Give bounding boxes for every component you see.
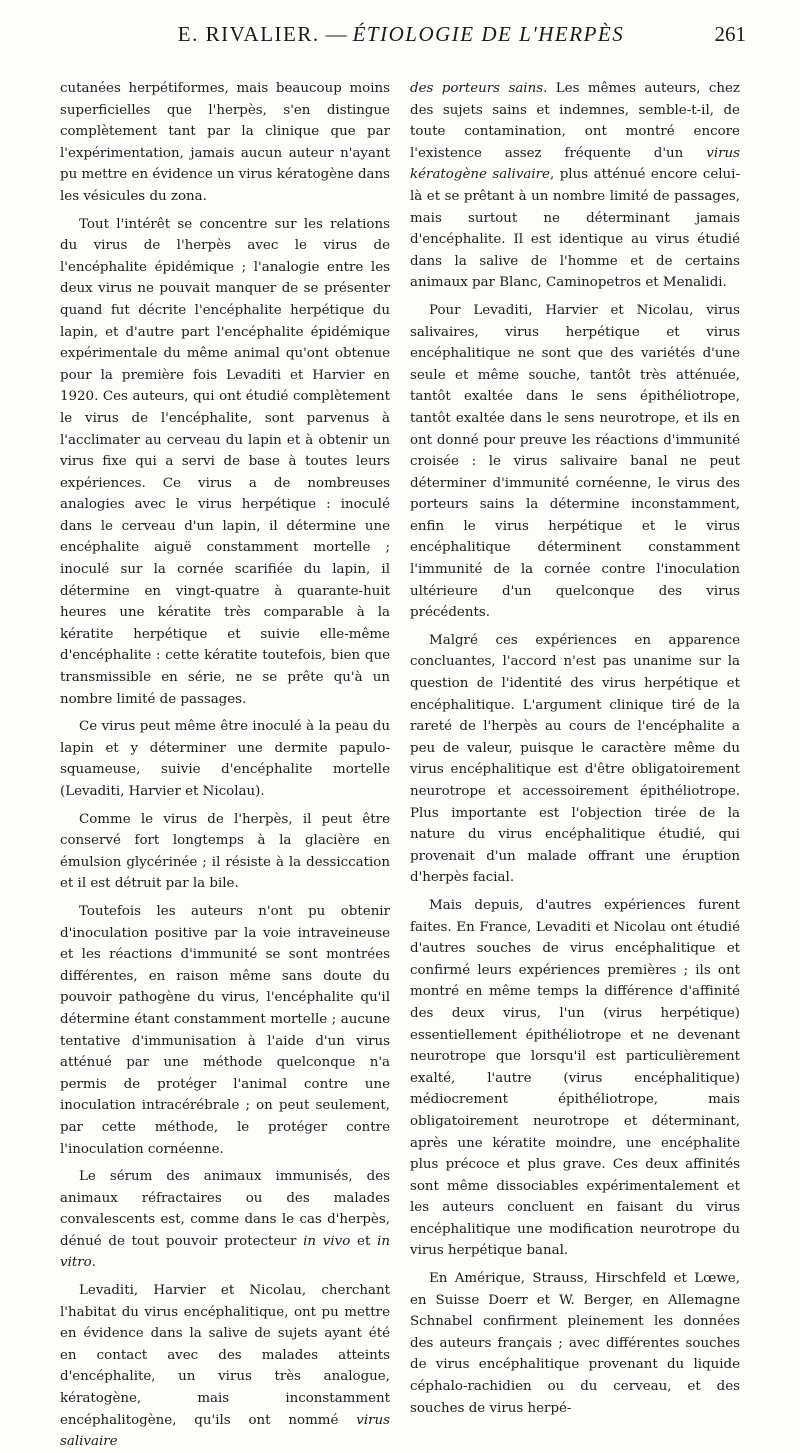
paragraph: [60, 1166, 390, 1274]
text-run: Levaditi, Harvier et Nicolau, cherchant l'habitat du virus encéphalitique, ont pu mettre en évidence dans la salive de sujets ayant été en contact avec des malades atteints d'encéphalite, un virus très analogue, kératogène, mais inconstamment encéphalitogène, qu'ils ont nommé: [60, 1283, 390, 1428]
paragraph: Ce virus peut même être inoculé à la peau du lapin et y déterminer une dermite papulo-squameuse, suivie d'encéphalite mortelle (Levaditi, Harvier et Nicolau).: [60, 719, 390, 799]
text-run: , plus atténué encore celui-là et se prêtant à un nombre limité de passages, mais surtout ne déterminant jamais d'encéphalite. Il est identique au virus étudié dans la salive de l'homme et de certains animaux par Blanc, Caminopetros et Menalidi.: [410, 167, 740, 291]
text-run: et: [350, 1233, 378, 1249]
text-run: .: [91, 1255, 96, 1271]
paragraph: Comme le virus de l'herpès, il peut être conservé fort longtemps à la glacière en émulsion glycérinée ; il résiste à la dessiccation et il est détruit par la bile.: [60, 811, 390, 892]
paragraph: Tout l'intérêt se concentre sur les relations du virus de l'herpès avec le virus de l'encéphalite épidémique ; l'analogie entre les deux virus ne pouvait manquer de se présenter quand fut décrite l'encéphalite herpétique du lapin, et d'autre part l'encéphalite épidémique expérimentale du même animal qu'ont obtenue pour la première fois Levaditi et Harvier en 1920. Ces auteurs, qui ont étudié complètement le virus de l'encéphalite, sont parvenus à l'acclimater au cerveau du lapin et à obtenir un virus fixe qui a servi de base à toutes leurs expériences. Ce virus a de nombreuses analogies avec le virus herpétique : inoculé dans le cerveau d'un lapin, il détermine une encéphalite aiguë constamment mortelle ; inoculé sur la cornée scarifiée du lapin, il détermine en vingt-quatre à quarante-huit heures une kératite très comparable à la kératite herpétique et suivie elle-même d'encéphalite : cette kératite toutefois, bien que transmissible en série, ne se prête qu'à un nombre limité de passages.: [60, 216, 390, 707]
left-column: [60, 78, 390, 1453]
paragraph: En Amérique, Strauss, Hirschfeld et Lœwe, en Suisse Doerr et W. Berger, en Allemagne Schnabel confirment pleinement les données des auteurs français ; avec différentes souches de virus encéphalitique provenant du liquide céphalo-rachidien ou du cerveau, et des souches de virus herpé-: [410, 1271, 740, 1416]
paragraph: Toutefois les auteurs n'ont pu obtenir d'inoculation positive par la voie intraveineuse et les réactions d'immunité se sont montrées différentes, en raison même sans doute du pouvoir pathogène du virus, l'encéphalite qu'il détermine étant constamment mortelle ; aucune tentative d'immunisation à l'aide d'un virus atténué par une méthode quelconque n'a permis de protéger l'animal contre une inoculation intracérébrale ; on peut seulement, par cette méthode, le protéger contre l'inoculation cornéenne.: [60, 903, 390, 1157]
header-title: ÉTIOLOGIE DE L'HERPÈS: [352, 22, 625, 46]
italic-term: virus kératogène salivaire: [410, 145, 740, 183]
italic-term: des porteurs sains: [410, 81, 544, 96]
italic-term: in vivo: [303, 1233, 351, 1249]
text-run: Le sérum des animaux immunisés, des animaux réfractaires ou des malades convalescents est, comme dans le cas d'herpès, dénué de tout pouvoir protecteur: [60, 1169, 390, 1249]
paragraph: Mais depuis, d'autres expériences furent faites. En France, Levaditi et Nicolau ont étudié d'autres souches de virus encéphalitique et confirmé leurs expériences premières ; ils ont montré en même temps la différence d'affinité des deux virus, l'un (virus herpétique) essentiellement épithéliotrope et ne devenant neurotrope que lorsqu'il est particulièrement exalté, l'autre (virus encéphalitique) médiocrement épithéliotrope, mais obligatoirement neurotrope et déterminant, après une kératite moindre, une encéphalite plus précoce et plus grave. Ces deux affinités sont même dissociables expérimentalement et les auteurs concluent en faisant du virus encéphalitique une modification neurotrope du virus herpétique banal.: [410, 897, 740, 1259]
paragraph: Malgré ces expériences en apparence concluantes, l'accord n'est pas unanime sur la question de l'identité des virus herpétique et encéphalitique. L'argument clinique tiré de la rareté de l'herpès au cours de l'encéphalite a peu de valeur, puisque le caractère même du virus encéphalitique est d'être obligatoirement neurotrope et accessoirement épithéliotrope. Plus importante est l'objection tirée de la nature du virus encéphalitique étudié, qui provenait d'un malade offrant une éruption d'herpès facial.: [410, 632, 740, 886]
paragraph: [410, 78, 740, 294]
paragraph: Pour Levaditi, Harvier et Nicolau, virus salivaires, virus herpétique et virus encéphalitique ne sont que des variétés d'une seule et même souche, tantôt très atténuée, tantôt exaltée dans le sens épithéliotrope, tantôt exaltée dans le sens neurotrope, et ils en ont donné pour preuve les réactions d'immunité croisée : le virus salivaire banal ne peut déterminer d'immunité cornéenne, le virus des porteurs sains la détermine inconstamment, enfin le virus herpétique et le virus encéphalitique déterminent constamment l'immunité de la cornée contre l'inoculation ultérieure d'un quelconque des virus précédents.: [410, 302, 740, 621]
paragraph: [60, 1280, 390, 1453]
header-author: E. RIVALIER.: [177, 22, 320, 46]
paragraph: cutanées herpétiformes, mais beaucoup moins superficielles que l'herpès, s'en distingue complètement tant par la clinique que par l'expérimentation, jamais aucun auteur n'ayant pu mettre en évidence un virus kératogène dans les vésicules du zona.: [60, 81, 390, 204]
page-number: 261: [714, 22, 746, 46]
italic-term: in vitro: [60, 1233, 390, 1271]
italic-term: virus salivaire: [60, 1412, 390, 1450]
text-run: . Les mêmes auteurs, chez des sujets sains et indemnes, semble-t-il, de toute contamination, ont montré encore l'existence assez fréquente d'un: [410, 81, 740, 161]
right-column: [410, 78, 740, 1419]
running-header: [56, 22, 746, 62]
header-separator: —: [325, 22, 347, 46]
